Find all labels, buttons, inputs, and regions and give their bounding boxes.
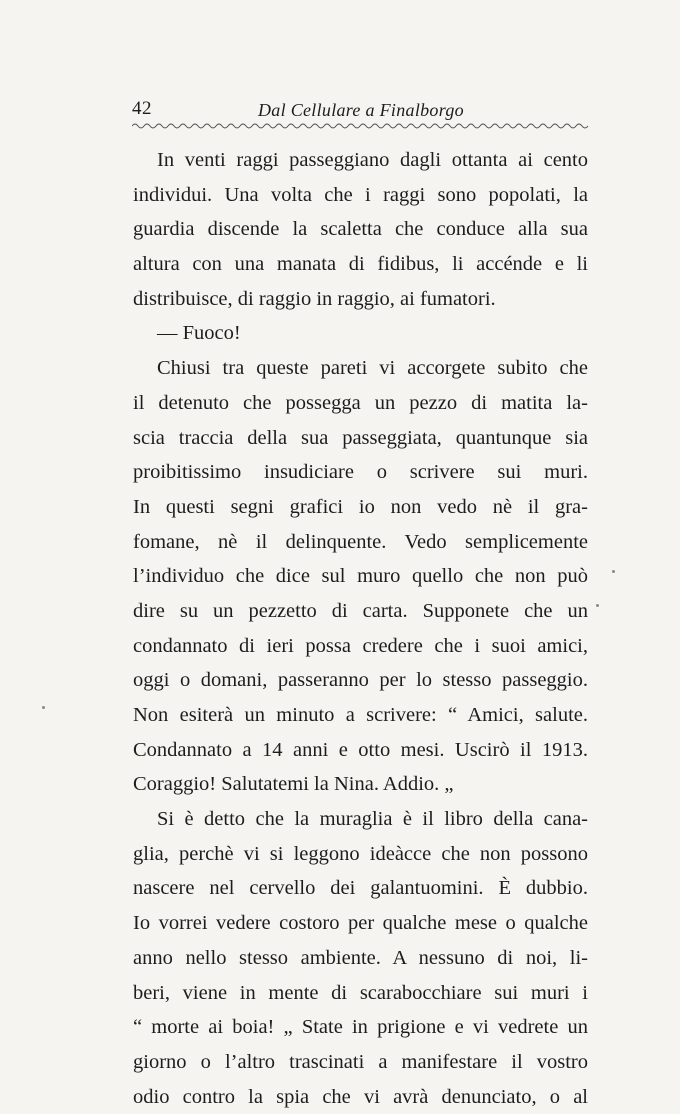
text-line: distribuisce, di raggio in raggio, ai fumatori. xyxy=(133,287,496,310)
body-text xyxy=(133,143,588,1114)
text-line: fomane, nè il delinquente. Vedo semplicemente xyxy=(133,530,588,553)
text-line: guardia discende la scaletta che conduce alla sua xyxy=(133,218,588,241)
text-line: Condannato a 14 anni e otto mesi. Uscirò il 1913. xyxy=(133,738,588,761)
page-header xyxy=(132,92,592,122)
wavy-header-rule xyxy=(132,122,592,130)
text-line: proibitissimo insudiciare o scrivere sui muri. xyxy=(133,461,588,484)
text-line: l’individuo che dice sul muro quello che non può xyxy=(133,565,588,588)
text-line: dire su un pezzetto di carta. Supponete che un xyxy=(133,599,588,622)
text-line: il detenuto che possegga un pezzo di matita la- xyxy=(133,391,588,414)
text-line: — Fuoco! xyxy=(157,322,241,345)
paper-speck xyxy=(596,604,599,607)
text-line: glia, perchè vi si leggono ideàcce che non possono xyxy=(133,842,588,865)
text-line: Si è detto che la muraglia è il libro della cana- xyxy=(157,808,588,831)
running-title: Dal Cellulare a Finalborgo xyxy=(258,100,464,120)
text-line: Coraggio! Salutatemi la Nina. Addio. „ xyxy=(133,773,454,796)
text-line: Chiusi tra queste pareti vi accorgete subito che xyxy=(157,357,588,380)
text-line: Io vorrei vedere costoro per qualche mese o qualche xyxy=(133,912,588,935)
text-line: scia traccia della sua passeggiata, quantunque sia xyxy=(133,426,588,449)
text-line: Non esiterà un minuto a scrivere: “ Amici, salute. xyxy=(133,704,588,726)
text-line: In questi segni grafici io non vedo nè il gra- xyxy=(133,495,588,518)
text-line: oggi o domani, passeranno per lo stesso passeggio. xyxy=(133,669,588,692)
text-line: “ morte ai boia! „ State in prigione e vi vedrete un xyxy=(133,1016,588,1039)
page-number: 42 xyxy=(132,98,152,119)
text-line: individui. Una volta che i raggi sono popolati, la xyxy=(133,183,588,206)
text-line: nascere nel cervello dei galantuomini. È dubbio. xyxy=(133,877,588,900)
text-line: odio contro la spia che vi avrà denunciato, o al xyxy=(133,1085,588,1108)
text-line: anno nello stesso ambiente. A nessuno di noi, li- xyxy=(133,946,588,969)
paper-speck xyxy=(612,570,615,573)
text-line: altura con una manata di fidibus, li accénde e li xyxy=(133,253,588,276)
text-line: giorno o l’altro trascinati a manifestare il vostro xyxy=(133,1050,588,1073)
paper-speck xyxy=(42,706,45,709)
text-line: beri, viene in mente di scarabocchiare sui muri i xyxy=(133,981,588,1004)
text-line: In venti raggi passeggiano dagli ottanta ai cento xyxy=(157,149,588,171)
text-line: condannato di ieri possa credere che i suoi amici, xyxy=(133,634,588,657)
